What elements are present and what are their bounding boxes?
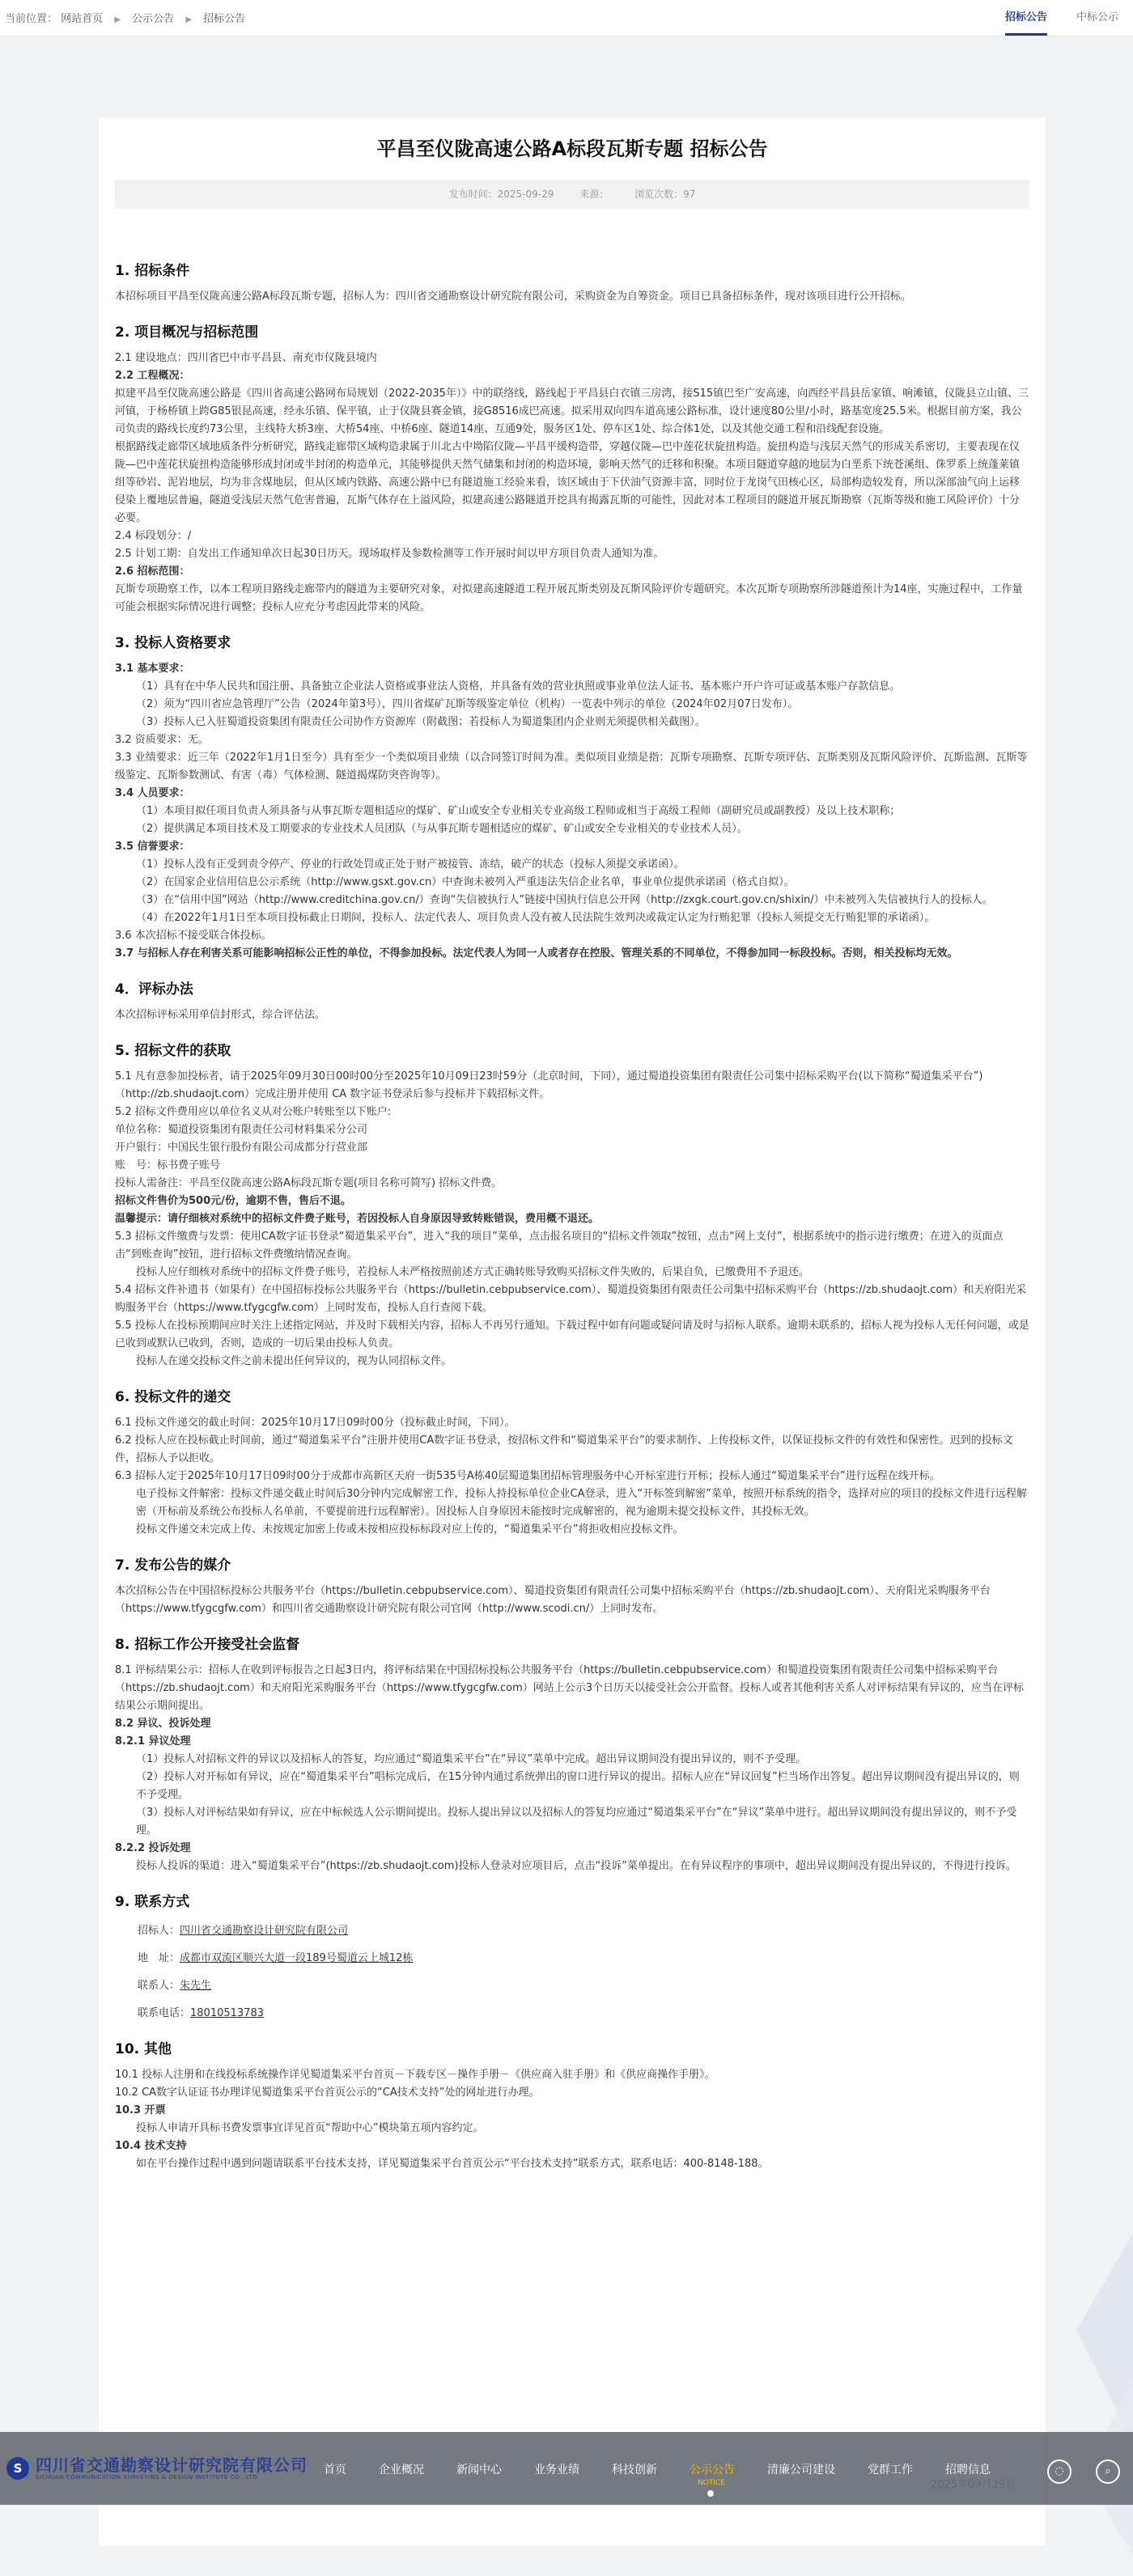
section-paragraph: 2.4 标段划分：/ [115, 530, 192, 542]
section-paragraph: 投标人需备注：平昌至仪陇高速公路A标段瓦斯专题(项目名称可简写) 招标文件费。 [115, 1177, 503, 1189]
breadcrumb-label: 当前位置： [5, 13, 58, 25]
section-heading: 3. 投标人资格要求 [115, 635, 231, 651]
contact-list [115, 1922, 1029, 2023]
section-paragraph: 6.2 投标人应在投标截止时间前，通过“蜀道集采平台”注册并使用CA数字证书登录，按招标文件和“蜀道集采平台”的要求制作、上传投标文件，以保证投标文件的有效性和保密性。迟到的投标文件，招标人予以拒收。 [115, 1434, 1013, 1464]
footer-nav-item[interactable]: 科技创新 [612, 2464, 657, 2476]
logo-mark-icon: S [6, 2457, 29, 2480]
top-bar [0, 0, 1133, 36]
section-heading: 10. 其他 [115, 2041, 172, 2057]
contact-value: 朱先生 [180, 1980, 212, 1992]
contact-value: 成都市双流区顺兴大道一段189号蜀道云上城12栋 [180, 1952, 414, 1964]
contact-item [138, 1977, 1029, 1995]
section-paragraph: （3）投标人已入驻蜀道投资集团有限责任公司协作方资源库（附截图；若投标人为蜀道集团内企业则无须提供相关截图）。 [136, 716, 706, 728]
section-paragraph: （1）具有在中华人民共和国注册、具备独立企业法人资格或事业法人资格，并具备有效的营业执照或事业单位法人证书、基本账户开户许可证或基本账户存款信息。 [136, 680, 901, 693]
section-paragraph: 本招标项目平昌至仪陇高速公路A标段瓦斯专题，招标人为：四川省交通勘察设计研究院有限公司，采购资金为自筹资金。项目已具备招标条件，现对该项目进行公开招标。 [115, 290, 911, 303]
section-paragraph: 2.6 招标范围： [115, 566, 190, 578]
section-paragraph: 账 号：标书费子账号 [115, 1159, 221, 1171]
section-heading: 8. 招标工作公开接受社会监督 [115, 1637, 300, 1653]
section-paragraph: 本次招标公告在中国招标投标公共服务平台（https://bulletin.cebpubservice.com）、蜀道投资集团有限责任公司集中招标采购平台（https://zb.shudaojt.com）、天府阳光采购服务平台（https://www.tfygcgfw.com）和四川省交通勘察设计研究院有限公司官网（http://www.scodi.cn/）上同时发布。 [115, 1585, 991, 1615]
section-paragraph: 8.2.2 投诉处理 [115, 1842, 191, 1854]
bottom-nav [0, 2432, 1133, 2505]
article-body [115, 244, 1029, 2173]
footer-nav-item[interactable]: 首页 [324, 2464, 346, 2476]
section-paragraph: 8.2 异议、投诉处理 [115, 1718, 211, 1730]
section-paragraph: 5.2 招标文件费用应以单位名义从对公账户转账至以下账户: [115, 1106, 392, 1118]
article-source: 来源： [579, 189, 609, 200]
section-paragraph: 10.2 CA数字认证证书办理详见蜀道集采平台首页公示的“CA技术支持”处的网址进行办理。 [115, 2087, 540, 2099]
contact-label: 联系电话： [138, 2007, 191, 2019]
footer-icons [1023, 2459, 1120, 2484]
section-paragraph: 2.2 工程概况： [115, 370, 190, 382]
company-logo[interactable] [6, 2456, 308, 2481]
contact-item [138, 2005, 1029, 2023]
search-icon[interactable]: ⌕ [1096, 2459, 1120, 2484]
section-paragraph: 2.5 计划工期：自发出工作通知单次日起30日历天。现场取样及参数检测等工作开展时间以甲方项目负责人通知为准。 [115, 548, 664, 560]
contact-value: 18010513783 [190, 2007, 264, 2019]
footer-nav-item[interactable]: 招聘信息 [945, 2464, 991, 2476]
section-paragraph: （1）投标人没有正受到责令停产、停业的行政处罚或正处于财产被接管、冻结，破产的状态（投标人须提交承诺函）。 [136, 858, 685, 871]
contact-label: 地 址： [138, 1952, 180, 1964]
section-paragraph: 如在平台操作过程中遇到问题请联系平台技术支持，详见蜀道集采平台首页公示“平台技术支持”联系方式，联系电话：400-8148-188。 [136, 2158, 769, 2170]
section-paragraph: （3）投标人对评标结果如有异议，应在中标候选人公示期间提出。投标人提出异议以及招标人的答复均应通过“蜀道集采平台”在“异议”菜单中进行。超出异议期间没有提出异议的，则不予受理。 [136, 1807, 1017, 1837]
section-paragraph: 3.1 基本要求： [115, 663, 190, 675]
footer-nav-items [324, 2461, 1023, 2487]
page-title: 平昌至仪陇高速公路A标段瓦斯专题 招标公告 [376, 138, 768, 160]
section-paragraph: 3.7 与招标人存在利害关系可能影响招标公正性的单位，不得参加投标。法定代表人为同一人或者存在控股、管理关系的不同单位，不得参加同一标段投标。否则，相关投标均无效。 [115, 947, 958, 960]
section-paragraph: 投标人应仔细核对系统中的招标文件费子账号，若投标人未严格按照前述方式正确转账导致购买招标文件失败的，后果自负，已缴费用不予退还。 [136, 1266, 810, 1278]
footer-nav-item[interactable]: 公示公告 NOTICE [690, 2461, 735, 2477]
section-paragraph: （1）投标人对招标文件的异议以及招标人的答复，均应通过“蜀道集采平台”在“异议”菜单中完成。超出异议期间没有提出异议的，则不予受理。 [136, 1753, 807, 1765]
article-card [99, 118, 1046, 2545]
contact-value: 四川省交通勘察设计研究院有限公司 [180, 1925, 349, 1937]
section-heading: 9. 联系方式 [115, 1894, 190, 1910]
section-paragraph: 单位名称：蜀道投资集团有限责任公司材料集采分公司 [115, 1124, 368, 1136]
section-paragraph: 5.5 投标人在投标预期间应时关注上述指定网站，并及时下载相关内容，招标人不再另行通知。下载过程中如有问题或疑问请及时与招标人联系。逾期未联系的，招标人视为投标人无任何问题，或是已收到或默认已收到，否则，造成的一切后果由投标人负责。 [115, 1320, 1029, 1349]
section-paragraph: （2）在国家企业信用信息公示系统（http://www.gsxt.gov.cn）中查询未被列入严重违法失信企业名单，事业单位提供承诺函（格式自拟）。 [136, 876, 795, 888]
view-count: 浏览次数：97 [634, 189, 696, 200]
section-paragraph: 8.1 评标结果公示：招标人在收到评标报告之日起3日内，将评标结果在中国招标投标公共服务平台（https://bulletin.cebpubservice.com）和蜀道投资集团有限责任公司集中招标采购平台（https://zb.shudaojt.com）和天府阳光采购服务平台（https://www.tfygcgfw.com）网站上公示3个日历天以接受社会公开监督。投标人或者其他利害关系人对评标结果有异议的，应当在评标结果公示期间提出。 [115, 1664, 1025, 1712]
footer-nav-item[interactable]: 企业概况 [379, 2464, 424, 2476]
section-paragraph: 10.1 投标人注册和在线投标系统操作详见蜀道集采平台首页－下载专区－操作手册－《供应商入驻手册》和《供应商操作手册》。 [115, 2069, 715, 2081]
section-heading: 4．评标办法 [115, 981, 193, 998]
section-paragraph: 2.1 建设地点：四川省巴中市平昌县、南充市仪陇县境内 [115, 352, 377, 364]
section-paragraph: 10.4 技术支持 [115, 2140, 187, 2152]
section-paragraph: 6.1 投标文件递交的截止时间：2025年10月17日09时00分（投标截止时间，下同）。 [115, 1417, 516, 1429]
tab-award-notice[interactable]: 中标公示 [1076, 11, 1118, 23]
footer-nav-item[interactable]: 清廉公司建设 [767, 2464, 835, 2476]
section-paragraph: 5.4 招标文件补遗书（如果有）在中国招标投标公共服务平台（https://bulletin.cebpubservice.com）、蜀道投资集团有限责任公司集中招标采购平台（https://zb.shudaojt.com）和天府阳光采购服务平台（https://www.tfygcgfw.com）上同时发布，投标人自行查阅下载。 [115, 1284, 1027, 1314]
section-paragraph: 根据路线走廊带区域地质条件分析研究，路线走廊带区域构造隶属于川北古中坳陷仪陇—平昌平缓构造带，穿越仪陇—巴中莲花状旋扭构造。旋扭构造与浅层天然气的形成关系密切，主要表现在仪陇—巴中莲花状旋扭构造能够形成封闭或半封闭的构造单元，其能够提供天然气储集和封闭的构造环境，影响天然气的迁移和积聚。本项目隧道穿越的地层为白垩系下统苍溪组、侏罗系上统蓬莱镇组等砂岩、泥岩地层，均为非含煤地层，但从区域内铁路、高速公路中已有隧道施工经验来看，该区域由于下伏油气资源丰富，同时位于龙岗气田核心区，局部构造较发育，所以深部油气向上运移侵染上覆地层普遍，隧道受浅层天然气危害普遍，瓦斯气体存在上溢风险，拟建高速公路隧道开挖具有揭露瓦斯的可能性，因此对本工程项目的隧道开展瓦斯勘察（瓦斯等级和施工风险评价）十分必要。 [115, 441, 1021, 524]
section-paragraph: （4）在2022年1月1日至本项目投标截止日期间，投标人、法定代表人、项目负责人没有被人民法院生效判决或裁定认定为行贿犯罪（投标人须提交无行贿犯罪的承诺函）。 [136, 912, 936, 924]
section-paragraph: （3）在“信用中国”网站（http://www.creditchina.gov.cn/）查询“失信被执行人”链接中国执行信息公开网（http://zxgk.court.gov.cn/shixin/）中未被列入失信被执行人的投标人。 [136, 894, 993, 906]
section-paragraph: 电子投标文件解密：投标文件递交截止时间后30分钟内完成解密工作，投标人持投标单位企业CA登录，进入“开标签到解密”菜单，按照开标系统的指令，选择对应的项目的投标文件进行远程解密（开标前及系统公布投标人名单前，不要提前进行远程解密）。因投标人自身原因未能按时完成解密的，视为逾期未提交投标文件，其投标无效。 [136, 1488, 1027, 1518]
section-paragraph: 6.3 招标人定于2025年10月17日09时00分于成都市高新区天府一街535号A栋40层蜀道集团招标管理服务中心开标室进行开标；投标人通过“蜀道集采平台”进行远程在线开标。 [115, 1470, 940, 1482]
section-paragraph: 拟建平昌至仪陇高速公路是《四川省高速公路网布局规划（2022-2035年）》中的联络线，路线起于平昌县白衣镇三房湾，接S15镇巴至广安高速，向西经平昌县岳家镇、响滩镇，仪陇县立山镇、三河镇，于杨桥镇上跨G85银昆高速，经永乐镇、保平镇，止于仪陇县赛金镇，接G8516成巴高速。拟采用双向四车道高速公路标准，设计速度80公里/小时，路基宽度25.5米。根据目前方案，我公司负责的路线长度约73公里，主线特大桥3座、大桥54座、中桥6座、隧道14座、互通9处，服务区1处、停车区1处、综合体1处，以及其他交通工程和沿线配套设施。 [115, 388, 1029, 435]
section-paragraph: 招标文件售价为500元/份，逾期不售，售后不退。 [115, 1195, 351, 1207]
section-paragraph: （2）须为“四川省应急管理厅”公告（2024年第3号），四川省煤矿瓦斯等级鉴定单位（机构）一览表中列示的单位（2024年02月07日发布）。 [136, 698, 799, 710]
section-paragraph: 10.3 开票 [115, 2104, 166, 2116]
section-paragraph: 投标文件递交未完成上传、未按规定加密上传或未按相应投标标段对应上传的，“蜀道集采平台”将拒收相应投标文件。 [136, 1523, 684, 1536]
chevron-right-icon: ▶ [114, 15, 121, 24]
wechat-icon[interactable]: ◌ [1047, 2459, 1071, 2484]
contact-label: 招标人： [138, 1925, 180, 1937]
section-paragraph: 3.2 资质要求：无。 [115, 734, 209, 746]
section-heading: 2. 项目概况与招标范围 [115, 324, 259, 341]
breadcrumb-current[interactable]: 招标公告 [203, 13, 246, 25]
section-paragraph: （2）投标人对开标如有异议，应在“蜀道集采平台”唱标完成后，在15分钟内通过系统弹出的窗口进行异议的提出。招标人应在“异议回复”栏当场作出答复。超出异议期间没有提出异议的，则不予受理。 [136, 1771, 1020, 1801]
section-paragraph: 3.5 信誉要求： [115, 841, 190, 853]
publish-date: 发布时间：2025-09-29 [448, 189, 554, 200]
contact-item [138, 1950, 1029, 1968]
article-meta [115, 180, 1029, 209]
section-paragraph: 投标人申请开具标书费发票事宜详见首页“帮助中心”模块第五项内容约定。 [136, 2122, 484, 2134]
footer-nav-item[interactable]: 党群工作 [868, 2464, 913, 2476]
section-paragraph: 8.2.1 异议处理 [115, 1735, 191, 1748]
footer-nav-item[interactable]: 业务业绩 [534, 2464, 579, 2476]
active-dot-icon [707, 2490, 714, 2497]
section-paragraph: 本次招标评标采用单信封形式，综合评估法。 [115, 1009, 326, 1021]
section-paragraph: 温馨提示：请仔细核对系统中的招标文件费子账号，若因投标人自身原因导致转账错误，费用概不退还。 [115, 1213, 600, 1225]
chevron-right-icon: ▶ [185, 15, 193, 24]
section-paragraph: 投标人投诉的渠道：进入“蜀道集采平台”(https://zb.shudaojt.com)投标人登录对应项目后，点击“投诉”菜单提出。在有异议程序的事项中，超出异议期间没有提出异议的，不得进行投诉。 [136, 1860, 1016, 1872]
logo-subtext: SICHUAN COMMUNICATION SURVEYING & DESIGN INSTITUTE CO., LTD. [36, 2474, 260, 2481]
footer-nav-item[interactable]: 新闻中心 [456, 2464, 502, 2476]
contact-label: 联系人： [138, 1980, 180, 1992]
section-paragraph: 3.6 本次招标不接受联合体投标。 [115, 930, 272, 942]
section-paragraph: （2）提供满足本项目技术及工期要求的专业技术人员团队（与从事瓦斯专题相适应的煤矿、矿山或安全专业相关的专业技术人员）。 [136, 823, 748, 835]
logo-text: 四川省交通勘察设计研究院有限公司 [36, 2455, 308, 2475]
contact-item [138, 1922, 1029, 1940]
breadcrumb-notice[interactable]: 公示公告 [132, 13, 175, 25]
footer-nav-subtitle: NOTICE [698, 2479, 725, 2487]
sub-nav [991, 0, 1133, 36]
section-paragraph: 投标人在递交投标文件之前未提出任何异议的，视为认同招标文件。 [136, 1355, 452, 1367]
section-paragraph: （1）本项目拟任项目负责人须具备与从事瓦斯专题相适应的煤矿、矿山或安全专业相关专业高级工程师或相当于高级工程师（副研究员或副教授）及以上技术职称； [136, 805, 901, 817]
breadcrumb [5, 10, 245, 25]
decorative-shape [1076, 2233, 1133, 2557]
section-paragraph: 3.3 业绩要求：近三年（2022年1月1日至今）具有至少一个类似项目业绩（以合同签订时间为准。类似项目业绩是指：瓦斯专项勘察、瓦斯专项评估、瓦斯类别及瓦斯风险评价、瓦斯监测、瓦斯等级鉴定、瓦斯参数测试、有害（毒）气体检测、隧道揭煤防突咨询等）。 [115, 752, 1028, 782]
section-heading: 7. 发布公告的媒介 [115, 1557, 231, 1574]
tab-bidding-notice[interactable]: 招标公告 [991, 0, 1062, 36]
section-paragraph: 开户银行：中国民生银行股份有限公司成都分行营业部 [115, 1142, 368, 1154]
section-paragraph: 5.1 凡有意参加投标者，请于2025年09月30日00时00分至2025年10月09日23时59分（北京时间，下同），通过蜀道投资集团有限责任公司集中招标采购平台(以下简称“蜀道集采平台”)（http://zb.shudaojt.com）完成注册并使用 CA 数字证书登录后参与投标并下载招标文件。 [115, 1070, 983, 1100]
section-heading: 5. 招标文件的获取 [115, 1043, 231, 1059]
section-heading: 6. 投标文件的递交 [115, 1389, 231, 1405]
section-paragraph: 瓦斯专项勘察工作，以本工程项目路线走廊带内的隧道为主要研究对象，对拟建高速隧道工程开展瓦斯类别及瓦斯风险评价专题研究。本次瓦斯专项勘察所涉隧道预计为14座，实施过程中，工作量可能会根据实际情况进行调整；投标人应充分考虑因此带来的风险。 [115, 583, 1023, 613]
section-heading: 1. 招标条件 [115, 263, 190, 279]
section-paragraph: 5.3 招标文件缴费与发票：使用CA数字证书登录“蜀道集采平台”，进入“我的项目”菜单，点击报名项目的“招标文件领取”按钮，点击“网上支付”，根据系统中的指示进行缴费；在进入的页面点击“到账查询”按钮，进行招标文件费缴纳情况查询。 [115, 1231, 1004, 1260]
section-paragraph: 3.4 人员要求： [115, 787, 190, 799]
breadcrumb-home[interactable]: 网站首页 [61, 13, 104, 25]
